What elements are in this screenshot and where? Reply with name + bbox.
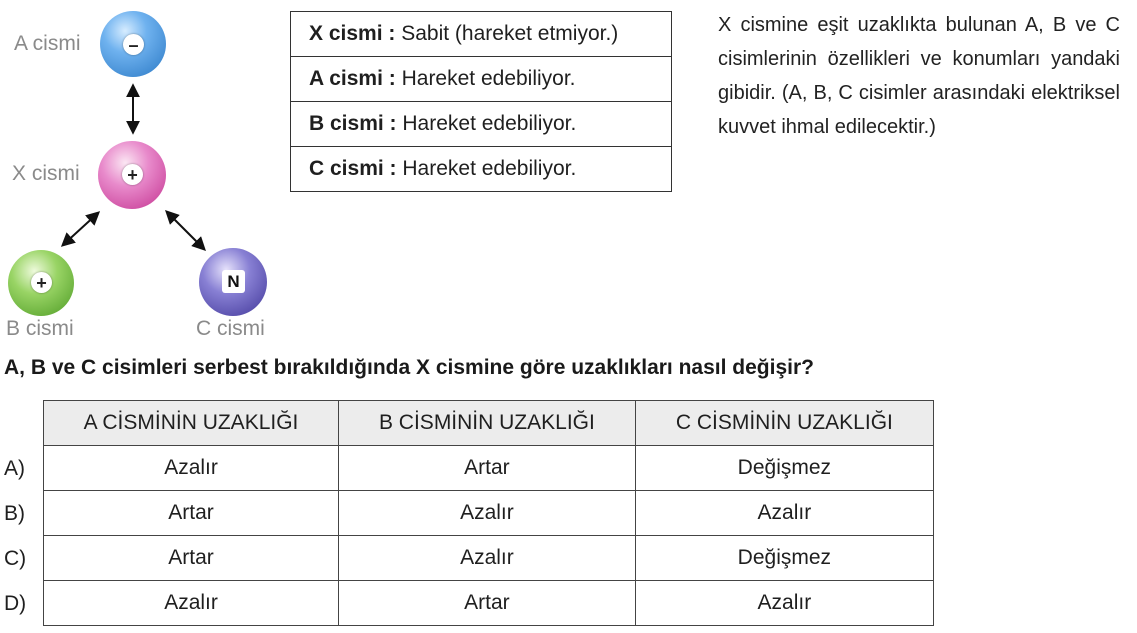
props-value: Hareket edebiliyor. [402, 112, 577, 135]
label-a-cismi: A cismi [14, 32, 81, 55]
option-label-b[interactable]: B) [4, 502, 25, 525]
header-c-distance: C CİSMİNİN UZAKLIĞI [635, 401, 933, 446]
answer-row-b[interactable] [44, 491, 934, 536]
answer-cell: Artar [339, 581, 636, 626]
answer-cell: Artar [44, 491, 339, 536]
option-label-c[interactable]: C) [4, 547, 27, 570]
properties-table [290, 11, 672, 192]
charge-b-plus: + [31, 272, 52, 293]
charge-x-plus: + [122, 164, 143, 185]
option-label-a[interactable]: A) [4, 457, 25, 480]
props-value: Sabit (hareket etmiyor.) [401, 22, 619, 45]
answer-cell: Değişmez [635, 446, 933, 491]
label-x-cismi: X cismi [12, 162, 80, 185]
charge-c-neutral: N [222, 270, 245, 293]
answer-cell: Azalır [44, 581, 339, 626]
answer-cell: Değişmez [635, 536, 933, 581]
props-key: B cismi : [309, 112, 397, 135]
props-row-x [291, 12, 672, 57]
charge-a-minus: – [123, 34, 144, 55]
answer-cell: Azalır [339, 536, 636, 581]
props-value: Hareket edebiliyor. [402, 157, 577, 180]
arrow-x-c [167, 212, 204, 249]
header-a-distance: A CİSMİNİN UZAKLIĞI [44, 401, 339, 446]
label-c-cismi: C cismi [196, 317, 265, 340]
answer-row-d[interactable] [44, 581, 934, 626]
props-row-a [291, 57, 672, 102]
props-key: C cismi : [309, 157, 397, 180]
props-key: A cismi : [309, 67, 396, 90]
answer-table [43, 400, 934, 626]
props-row-c [291, 147, 672, 192]
answer-row-c[interactable] [44, 536, 934, 581]
figure-arrows [0, 0, 300, 340]
answer-cell: Azalır [339, 491, 636, 536]
answer-cell: Azalır [635, 581, 933, 626]
answer-cell: Artar [339, 446, 636, 491]
answer-row-a[interactable] [44, 446, 934, 491]
option-label-d[interactable]: D) [4, 592, 27, 615]
description-paragraph: X cismine eşit uzaklıkta bulunan A, B ve C cisimlerinin özellikleri ve konumları yandaki gibidir. (A, B, C cisimler arasındaki elektriksel kuvvet ihmal edilecektir.) [718, 14, 1120, 138]
answer-cell: Artar [44, 536, 339, 581]
answer-header-row [44, 401, 934, 446]
header-b-distance: B CİSMİNİN UZAKLIĞI [339, 401, 636, 446]
label-b-cismi: B cismi [6, 317, 74, 340]
answer-cell: Azalır [44, 446, 339, 491]
question-text: A, B ve C cisimleri serbest bırakıldığında X cismine göre uzaklıkları nasıl değişir? [4, 356, 814, 379]
answer-cell: Azalır [635, 491, 933, 536]
arrow-x-b [63, 213, 98, 245]
props-value: Hareket edebiliyor. [401, 67, 576, 90]
props-key: X cismi : [309, 22, 396, 45]
props-row-b [291, 102, 672, 147]
